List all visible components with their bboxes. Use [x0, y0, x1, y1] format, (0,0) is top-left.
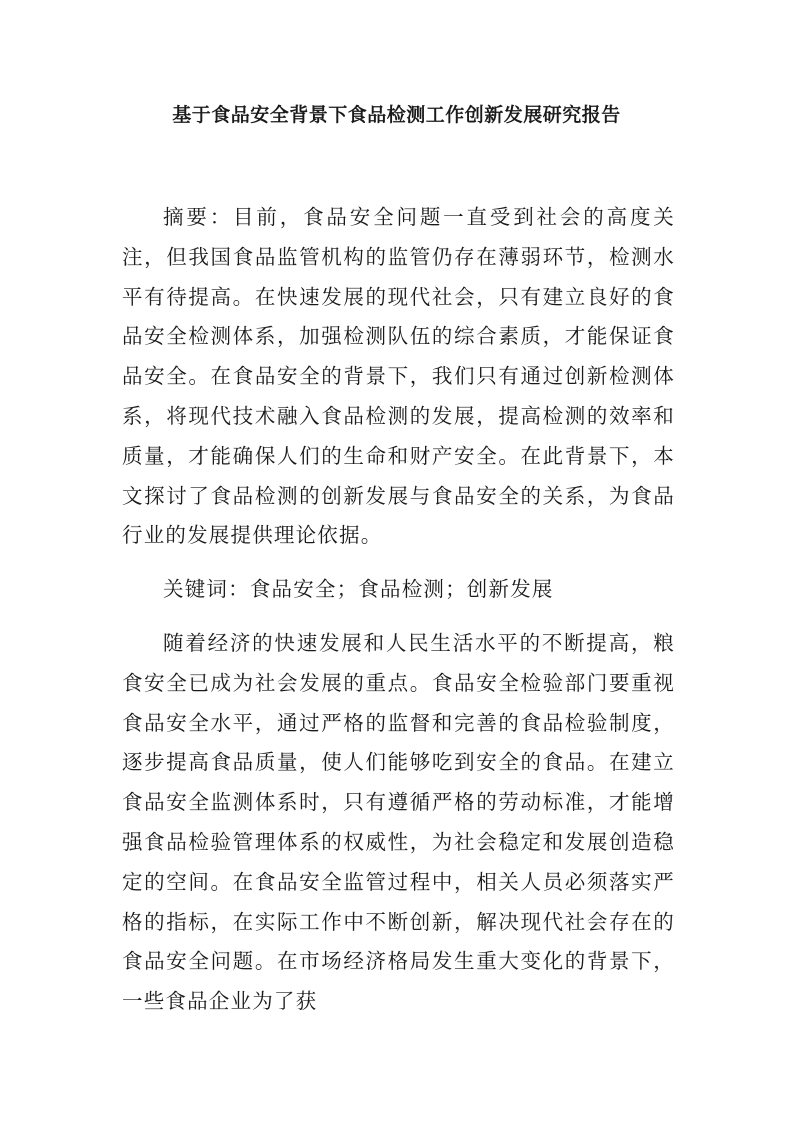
document-title: 基于食品安全背景下食品检测工作创新发展研究报告 [172, 104, 621, 126]
intro-paragraph: 随着经济的快速发展和人民生活水平的不断提高，粮食安全已成为社会发展的重点。食品安全检验部门要重视食品安全水平，通过严格的监督和完善的食品检验制度，逐步提高食品质量，使人们能够吃到安全的食品。在建立食品安全监测体系时，只有遵循严格的劳动标准，才能增强食品检验管理体系的权威性，为社会稳定和发展创造稳定的空间。在食品安全监管过程中，相关人员必须落实严格的指标，在实际工作中不断创新，解决现代社会存在的食品安全问题。在市场经济格局发生重大变化的背景下，一些食品企业为了获 [122, 630, 675, 1014]
keywords-paragraph: 关键词：食品安全；食品检测；创新发展 [163, 577, 554, 602]
abstract-paragraph: 摘要：目前，食品安全问题一直受到社会的高度关注，但我国食品监管机构的监管仍存在薄弱环节，检测水平有待提高。在快速发展的现代社会，只有建立良好的食品安全检测体系，加强检测队伍的综合素质，才能保证食品安全。在食品安全的背景下，我们只有通过创新检测体系，将现代技术融入食品检测的发展，提高检测的效率和质量，才能确保人们的生命和财产安全。在此背景下，本文探讨了食品检测的创新发展与食品安全的关系，为食品行业的发展提供理论依据。 [122, 205, 675, 548]
document-body [122, 198, 675, 1022]
